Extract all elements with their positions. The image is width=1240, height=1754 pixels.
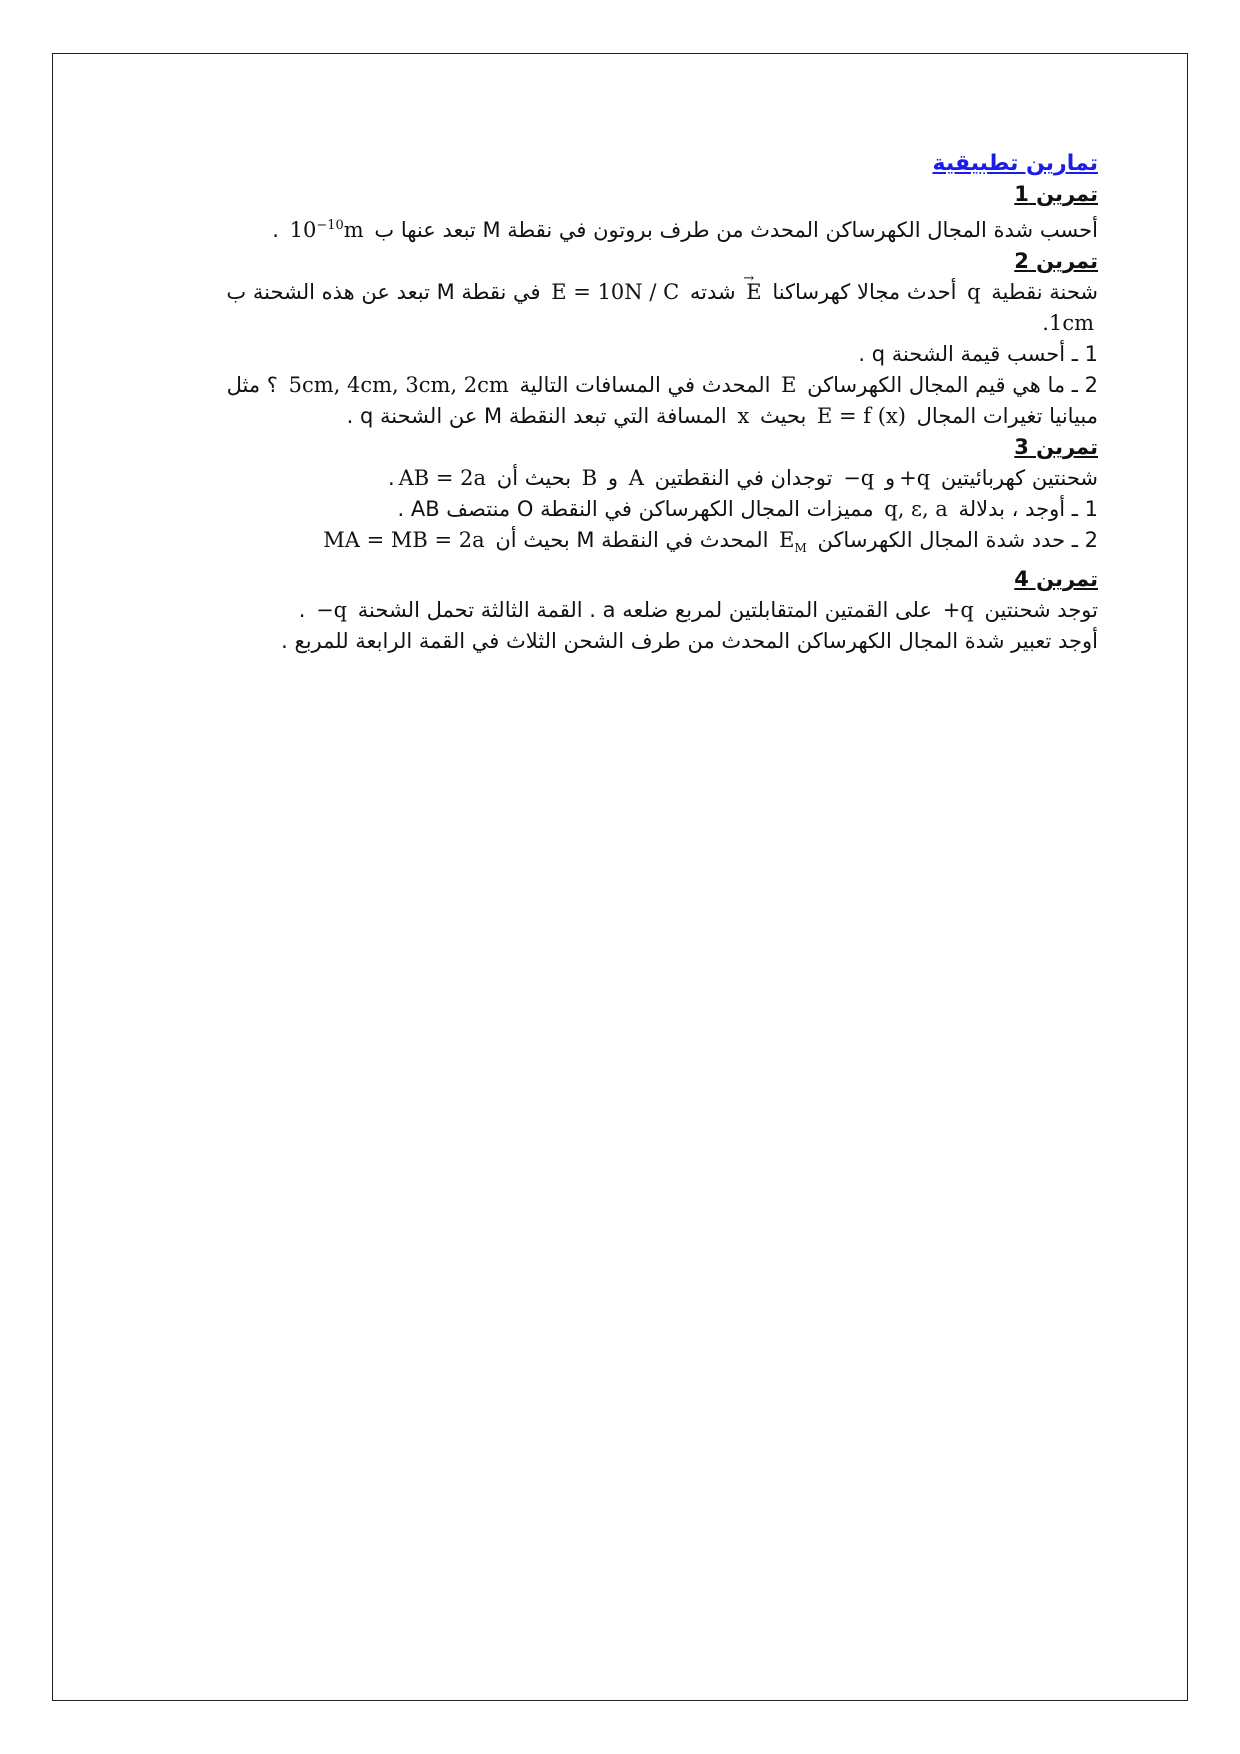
ex2-q2-text-a: 2 ـ ما هي قيم المجال الكهرساكن <box>807 373 1098 397</box>
ex3-plus-q: +q <box>899 466 931 490</box>
ex2-q2-text-b: المحدث في المسافات التالية <box>519 373 771 397</box>
exercise-3-title: تمرين 3 <box>1014 435 1098 459</box>
ex4-plus-q: +q <box>942 598 974 623</box>
exercise-3-line-3 <box>148 525 1098 564</box>
exercise-2-line-3: 1 ـ أحسب قيمة الشحنة q . <box>858 342 1098 366</box>
exercise-4-title: تمرين 4 <box>1014 567 1098 592</box>
ex2-q2-text-f: المسافة التي تبعد النقطة M عن الشحنة q . <box>346 404 727 428</box>
ex3-minus-q: −q <box>843 466 875 490</box>
ex2-vector-e: → E <box>742 277 765 308</box>
ex4-minus-q: −q <box>316 598 348 623</box>
exercise-4-line-2: أوجد تعبير شدة المجال الكهرساكن المحدث من طرف الشحن الثلاث في القمة الرابعة للمربع . <box>281 629 1098 654</box>
ex4-end: . <box>298 598 306 623</box>
exercise-1-text: أحسب شدة المجال الكهرساكن المحدث من طرف بروتون في نقطة M تبعد عنها ب <box>374 218 1098 242</box>
exercise-2-line-5 <box>148 401 1098 432</box>
exercise-2-line-2 <box>148 308 1098 339</box>
exercise-1-line-1 <box>148 210 1098 246</box>
ex2-q2-e: E <box>781 373 797 397</box>
exercise-1-distance <box>286 210 368 246</box>
page-title[interactable]: تمارين تطبيقية <box>932 151 1098 176</box>
ex4-text-a: توجد شحنتين <box>984 598 1098 623</box>
ex3-text-a: شحنتين كهربائيتين <box>940 466 1098 490</box>
exercise-1-end: . <box>272 218 279 242</box>
ex2-q2-text-c: ؟ مثل <box>226 373 278 397</box>
ex2-q2-distances: 5cm, 4cm, 3cm, 2cm <box>288 373 509 397</box>
ex3-and: و <box>884 466 896 490</box>
ex2-q2-text-e: بحيث <box>759 404 807 428</box>
ex4-text-b: على القمتين المتقابلتين لمربع ضلعه a . القمة الثالثة تحمل الشحنة <box>357 598 933 623</box>
exercise-2-title: تمرين 2 <box>1014 249 1098 273</box>
ex3-q2-text-b: المحدث في النقطة M بحيث أن <box>495 528 769 552</box>
ex3-vars: q, ε, a <box>884 497 948 521</box>
exercise-4-line-1 <box>148 595 1098 626</box>
ex2-var-x: x <box>737 404 750 428</box>
ex3-and-2: و <box>607 466 619 490</box>
ex2-field-value: E = 10N / C <box>551 280 680 304</box>
exercise-1-title: تمرين 1 <box>1014 182 1098 206</box>
document-body <box>148 148 1098 657</box>
distance-exponent: −10 <box>316 218 344 233</box>
ex3-em-e: E <box>779 528 795 552</box>
ex3-end: . <box>387 466 395 490</box>
ex3-q2-text-a: 2 ـ حدد شدة المجال الكهرساكن <box>817 528 1098 552</box>
ex3-text-b: توجدان في النقطتين <box>654 466 833 490</box>
ex3-text-d: بحيث أن <box>496 466 572 490</box>
ex2-charge-q: q <box>967 280 981 304</box>
ex2-text-d: في نقطة M تبعد عن هذه الشحنة ب <box>226 280 541 304</box>
exercise-2-line-1 <box>148 277 1098 308</box>
ex2-text-b: أحدث مجالا كهرساكنا <box>772 280 957 304</box>
ex3-q1-text-a: 1 ـ أوجد ، بدلالة <box>958 497 1098 521</box>
distance-base: 10 <box>289 218 317 242</box>
ex3-point-b: B <box>581 466 598 490</box>
ex2-function: E = f (x) <box>817 404 906 428</box>
ex2-text-c: شدته <box>689 280 736 304</box>
ex3-em-sub: M <box>794 541 807 556</box>
ex3-q2-equation: MA = MB = 2a <box>323 528 485 552</box>
ex2-text-a: شحنة نقطية <box>991 280 1098 304</box>
exercise-3-line-2 <box>148 494 1098 525</box>
exercise-3-line-1 <box>148 463 1098 494</box>
ex3-point-a: A <box>628 466 644 490</box>
distance-unit: m <box>343 218 364 242</box>
ex2-distance: .1cm <box>1042 311 1094 335</box>
exercise-2-line-4 <box>148 370 1098 401</box>
ex2-q2-text-d: مبيانيا تغيرات المجال <box>916 404 1098 428</box>
ex3-em <box>775 525 811 564</box>
ex3-equation: AB = 2a <box>398 466 487 490</box>
ex3-q1-text-b: مميزات المجال الكهرساكن في النقطة O منتصف AB . <box>397 497 874 521</box>
